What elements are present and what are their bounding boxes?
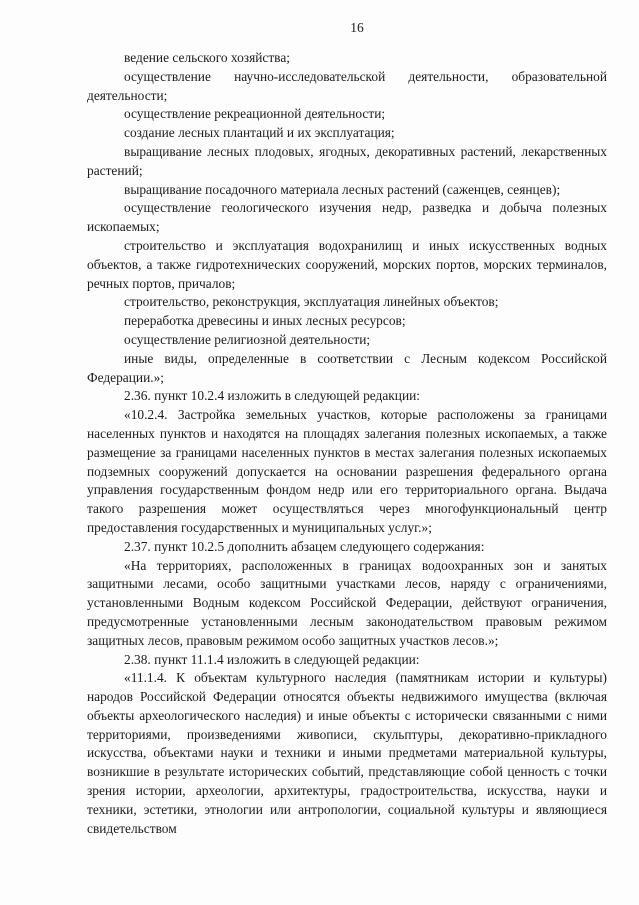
amendment-heading: 2.37. пункт 10.2.5 дополнить абзацем следующего содержания: <box>124 538 485 554</box>
amendment-heading: 2.36. пункт 10.2.4 изложить в следующей редакции: <box>124 388 421 404</box>
amendment-heading: 2.38. пункт 11.1.4 изложить в следующей редакции: <box>124 651 420 667</box>
paragraph: осуществление рекреационной деятельности; <box>124 106 386 122</box>
paragraph: выращивание лесных плодовых, ягодных, декоративных растений, лекарственных растений; <box>87 143 607 178</box>
paragraph: создание лесных плантаций и их эксплуатация; <box>124 125 395 141</box>
paragraph: строительство, реконструкция, эксплуатация линейных объектов; <box>124 294 499 310</box>
amendment-text: «На территориях, расположенных в границах водоохранных зон и занятых защитными лесами, особо защитными участками лесов, наряду с ограничениями, установленными Водным кодексом Российской Федерации, действуют ограничения, предусмотренные установленными лесным законодательством правовым режимом защитных лесов, правовым режимом особо защитных участков лесов.»; <box>87 557 607 648</box>
paragraph: ведение сельского хозяйства; <box>124 50 290 65</box>
document-body <box>87 49 607 838</box>
paragraph: осуществление религиозной деятельности; <box>124 331 371 347</box>
paragraph: строительство и эксплуатация водохранилищ и иных искусственных водных объектов, а также гидротехнических сооружений, морских портов, морских терминалов, речных портов, причалов; <box>87 237 607 291</box>
paragraph: иные виды, определенные в соответствии с Лесным кодексом Российской Федерации.»; <box>87 350 607 385</box>
amendment-text: «11.1.4. К объектам культурного наследия (памятникам истории и культуры) народов Российской Федерации относятся объекты недвижимого имущества (включая объекты археологического наследия) и иные объекты с исторически связанными с ними территориями, произведениями живописи, скульптуры, декоративно-прикладного искусства, объектами науки и техники и иными предметами материальной культуры, возникшие в результате исторических событий, представляющие собой ценность с точки зрения истории, археологии, архитектуры, градостроительства, искусства, науки и техники, эстетики, этнологии или антропологии, социальной культуры и являющиеся свидетельством <box>87 670 607 836</box>
paragraph: переработка древесины и иных лесных ресурсов; <box>124 313 406 329</box>
paragraph: осуществление геологического изучения недр, разведка и добыча полезных ископаемых; <box>87 200 607 235</box>
amendment-text: «10.2.4. Застройка земельных участков, которые расположены за границами населенных пунктов и находятся на площадях залегания полезных ископаемых, а также размещение за границами населенных пунктов в местах залегания полезных ископаемых подземных сооружений допускается на основании разрешения федерального органа управления государственным фондом недр или его территориального органа. Выдача такого разрешения может осуществляться через многофункциональный центр предоставления государственных и муниципальных услуг.»; <box>87 407 607 535</box>
paragraph: осуществление научно-исследовательской деятельности, образовательной деятельности; <box>87 68 607 103</box>
paragraph: выращивание посадочного материала лесных растений (саженцев, сеянцев); <box>124 181 561 197</box>
page-number: 16 <box>350 20 364 35</box>
